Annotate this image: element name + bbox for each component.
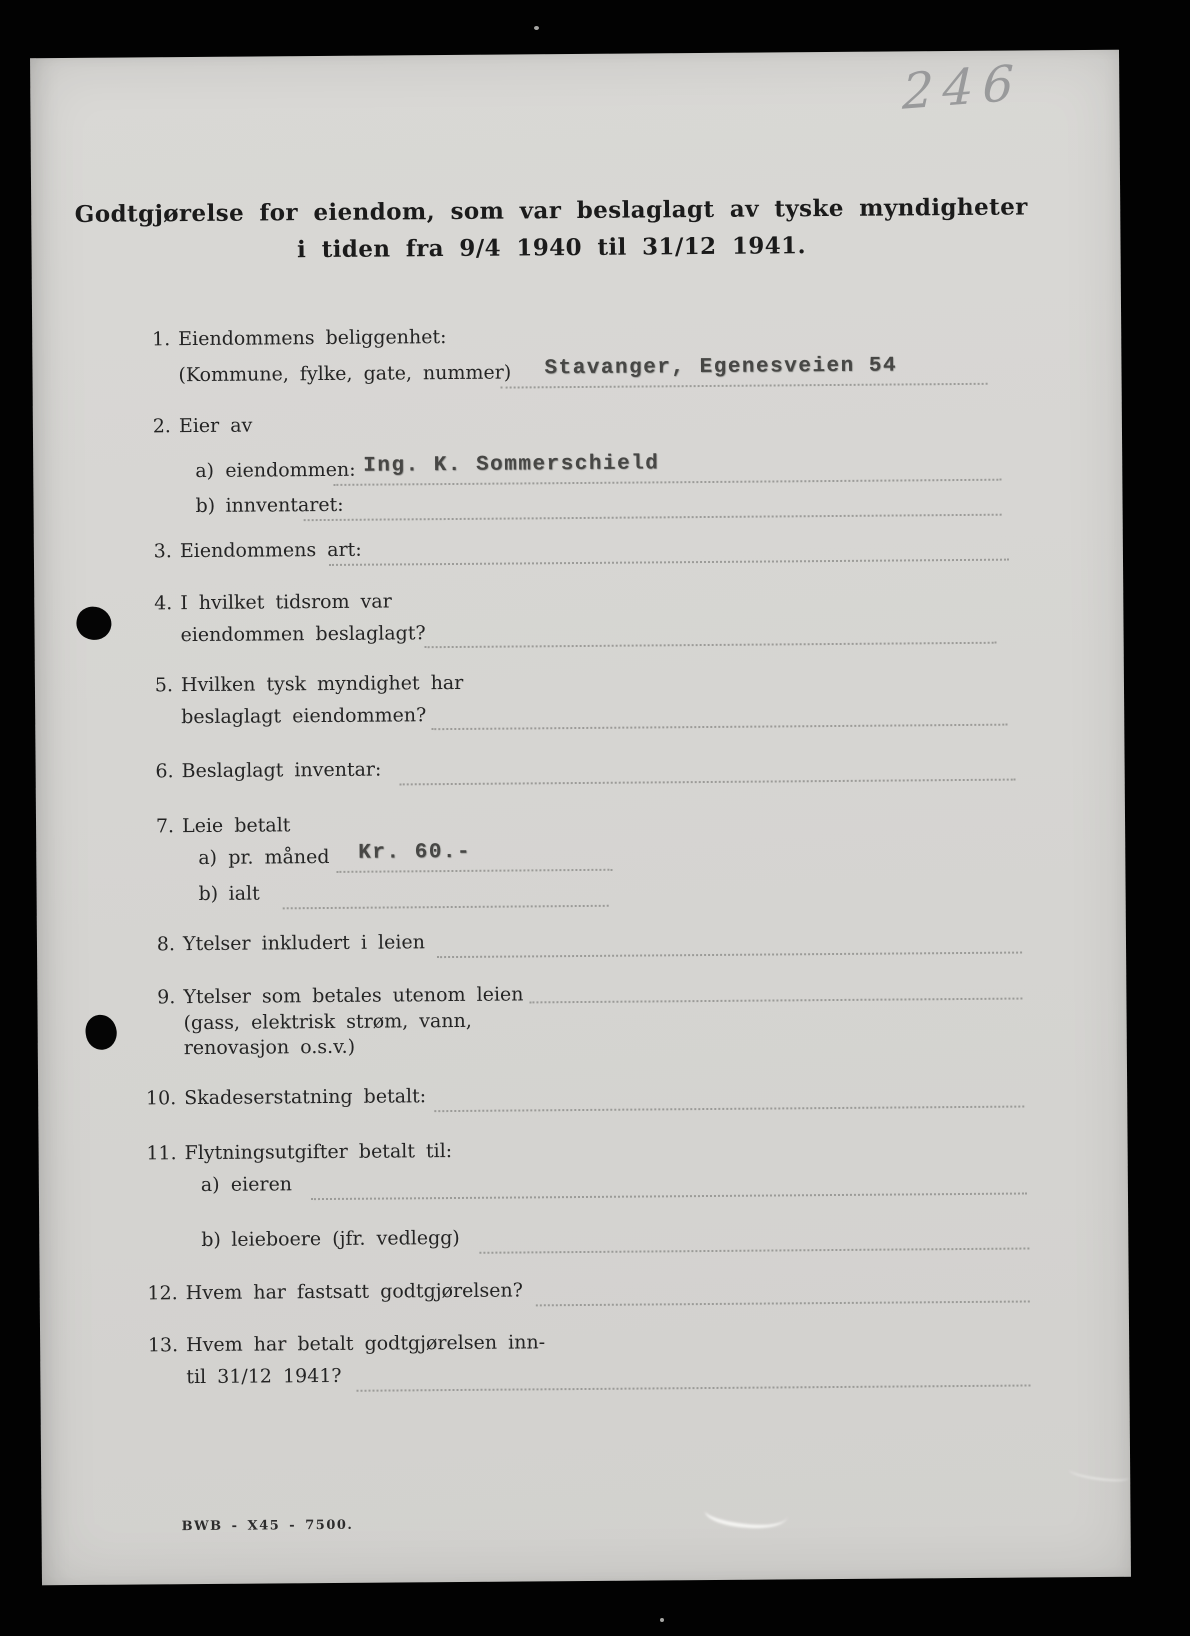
field-3-label: Eiendommens art: [179, 538, 362, 563]
field-11a-fill-line [311, 1191, 1027, 1201]
field-2b-key: b) [195, 494, 216, 518]
field-9-label-line1: Ytelser som betales utenom leien [183, 983, 524, 1009]
field-10-number: 10. [145, 1087, 177, 1110]
field-5-label-line2: beslaglagt eiendommen? [181, 704, 427, 729]
form-title [31, 188, 1072, 270]
scan-dust-speck [534, 26, 539, 30]
scan-dust-speck [660, 1618, 664, 1622]
field-11b-fill-line [479, 1245, 1029, 1253]
handwritten-archive-number: 246 [901, 54, 1024, 121]
scan-scratch-mark [703, 1491, 789, 1537]
field-9-number: 9. [157, 986, 176, 1009]
field-11-label: Flytningsutgifter betalt til: [184, 1140, 453, 1165]
field-7a-fill-line [336, 867, 612, 873]
scan-scratch-mark [1069, 1464, 1130, 1484]
field-1-hint: (Kommune, fylke, gate, nummer) [178, 361, 512, 387]
field-1-fill-line [501, 381, 988, 389]
field-8-fill-line [437, 950, 1022, 959]
field-11-number: 11. [146, 1142, 177, 1165]
field-9-label-line3: renovasjon o.s.v.) [183, 1035, 356, 1060]
field-2-number: 2. [152, 415, 172, 438]
field-12-label: Hvem har fastsatt godtgjørelsen? [185, 1279, 523, 1305]
field-4-number: 4. [154, 592, 173, 615]
field-4-fill-line [425, 640, 997, 648]
field-10-label: Skadeserstatning betalt: [184, 1085, 427, 1110]
form-title-line1: Godtgjørelse for eiendom, som var beslaglagt av tyske myndigheter [74, 193, 1028, 228]
field-2-label: Eier av [178, 414, 253, 438]
field-6-fill-line [400, 777, 1016, 786]
field-7a-label: pr. måned [228, 845, 330, 869]
field-4-label-line2: eiendommen beslaglagt? [180, 622, 426, 647]
form-title-line2: i tiden fra 9/4 1940 til 31/12 1941. [296, 232, 807, 264]
field-7a-key: a) [198, 846, 218, 870]
field-13-fill-line [356, 1382, 1030, 1391]
field-7-label: Leie betalt [181, 814, 291, 838]
field-5-number: 5. [154, 674, 174, 697]
field-7b-label: ialt [228, 882, 260, 905]
field-1-label: Eiendommens beliggenhet: [178, 326, 447, 351]
field-2a-fill-line [333, 477, 1001, 486]
field-13-number: 13. [147, 1334, 179, 1357]
field-12-fill-line [536, 1298, 1030, 1306]
field-5-fill-line [431, 722, 1007, 731]
field-7b-fill-line [283, 903, 609, 910]
field-13-label-line1: Hvem har betalt godtgjørelsen inn- [186, 1331, 546, 1357]
field-12-number: 12. [147, 1282, 178, 1305]
field-2b-fill-line [304, 512, 1002, 521]
punch-hole-top [74, 605, 113, 642]
field-9-label-line2: (gass, elektrisk strøm, vann, [183, 1009, 472, 1035]
field-2b-label: innventaret: [225, 493, 344, 517]
field-7b-key: b) [198, 882, 219, 906]
punch-hole-bottom [84, 1013, 119, 1051]
field-2a-key: a) [195, 459, 215, 483]
field-3-number: 3. [153, 540, 172, 563]
field-2a-label: eiendommen: [225, 458, 356, 482]
field-8-label: Ytelser inkludert i leien [182, 931, 425, 956]
field-11a-label: eieren [230, 1173, 293, 1196]
field-13-label-line2: til 31/12 1941? [186, 1364, 342, 1389]
field-5-label-line1: Hvilken tysk myndighet har [180, 671, 464, 697]
field-11a-key: a) [200, 1173, 220, 1196]
field-11b-label: leieboere (jfr. vedlegg) [231, 1226, 460, 1251]
field-7a-typed-value: Kr. 60.- [358, 840, 472, 865]
field-8-number: 8. [156, 933, 176, 956]
field-3-fill-line [329, 557, 1009, 566]
field-1-typed-value: Stavanger, Egenesveien 54 [544, 354, 898, 381]
printer-form-code: BWB - X45 - 7500. [181, 1517, 354, 1535]
field-7-number: 7. [155, 815, 175, 838]
scanned-form-page [30, 50, 1131, 1586]
field-10-fill-line [434, 1104, 1024, 1113]
field-11b-key: b) [201, 1228, 221, 1251]
field-1-number: 1. [152, 328, 171, 351]
field-9-fill-line [529, 996, 1022, 1004]
field-2a-typed-value: Ing. K. Sommerschield [363, 452, 660, 478]
field-4-label-line1: I hvilket tidsrom var [180, 590, 392, 615]
field-6-number: 6. [155, 760, 174, 783]
field-6-label: Beslaglagt inventar: [181, 758, 382, 783]
